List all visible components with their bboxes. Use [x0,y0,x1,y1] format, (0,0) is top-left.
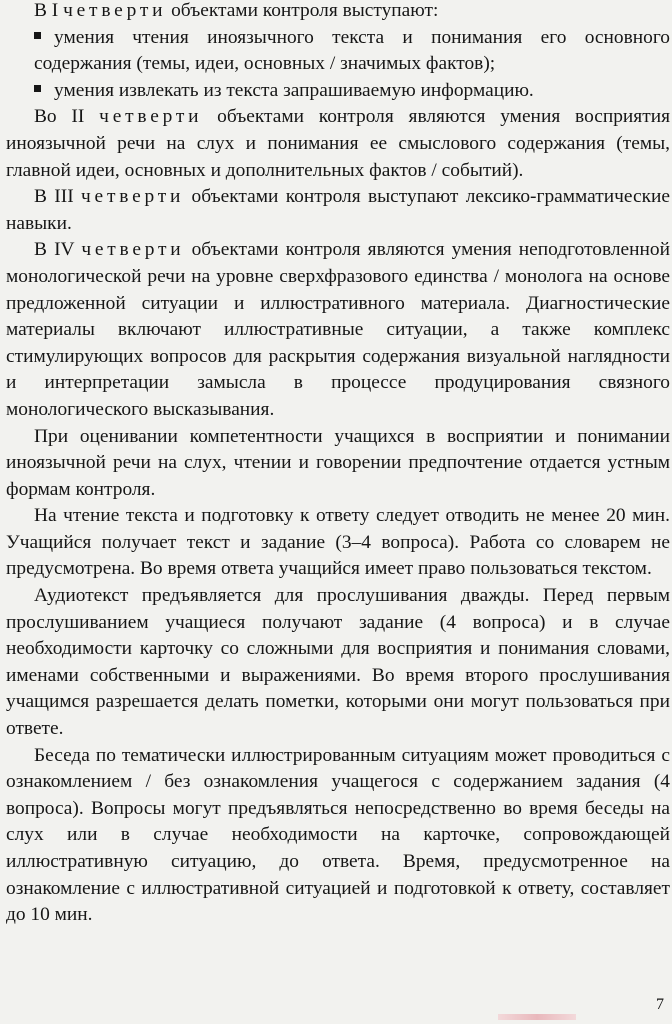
spaced-word: четверти [81,239,185,261]
text-run: объектами контроля являются умения неподготовленной монологической речи на уровне сверхфразового единства / монолога на основе предложенной ситуации и иллюстративного материала. Диагностические материалы включают иллюстративные ситуации, а также комплекс стимулирующих вопросов для раскрытия содержания визуальной наглядности и интерпретации замысла в процессе продуцирования связного монологического высказывания. [6,239,670,420]
spaced-word: четверти [63,0,167,21]
text-run: В III [34,186,81,208]
bullet-item-1 [6,25,670,78]
paragraph-8: Беседа по тематически иллюстрированным ситуациям может проводиться с ознакомлением / без ознакомления учащегося с содержанием задания (4 вопроса). Вопросы могут предъявляться непосредственно во время беседы на слух или в случае необходимости на карточке, сопровождающей иллюстративную ситуацию, до ответа. Время, предусмотренное на ознакомление с иллюстративной ситуацией и подготовкой к ответу, составляет до 10 мин. [6,744,670,926]
text-run: объектами контроля выступают: [166,0,439,21]
stamp-mark [498,1014,576,1020]
paragraph-3 [6,184,670,237]
spaced-word: четверти [99,106,203,128]
square-bullet-icon [34,32,41,39]
text-run: объектами контроля выступают лексико-грамматические навыки. [6,186,670,234]
paragraph-5: При оценивании компетентности учащихся в восприятии и понимании иноязычной речи на слух, чтении и говорении предпочтение отдается устным формам контроля. [6,425,670,500]
text-run: В IV [34,239,82,261]
text-run: объектами контроля являются умения восприятия иноязычной речи на слух и понимания ее смыслового содержания (темы, главной идеи, основных и дополнительных фактов / событий). [6,106,670,181]
text-run: Во II [34,106,100,128]
paragraph-6: На чтение текста и подготовку к ответу следует отводить не менее 20 мин. Учащийся получает текст и задание (3–4 вопроса). Работа со словарем не предусмотрена. Во время ответа учащийся имеет право пользоваться текстом. [6,505,670,580]
spaced-word: четверти [81,186,185,208]
paragraph-4 [6,237,670,423]
text-run: В I [34,0,64,21]
paragraph-7: Аудиотекст предъявляется для прослушивания дважды. Перед первым прослушиванием учащиеся получают задание (4 вопроса) и в случае необходимости карточку со сложными для восприятия и понимания словами, именами собственными и выражениями. Во время второго прослушивания учащимся разрешается делать пометки, которыми они могут пользоваться при ответе. [6,585,670,740]
paragraph-1 [6,0,670,25]
body-text [6,0,670,929]
bullet-text: умения извлекать из текста запрашиваемую информацию. [54,79,534,101]
square-bullet-icon [34,85,41,92]
bullet-text: умения чтения иноязычного текста и понимания его основного содержания (темы, идеи, основных / значимых фактов); [34,26,670,75]
bullet-item-2 [6,78,670,105]
page-number: 7 [656,996,664,1013]
paragraph-2 [6,104,670,184]
